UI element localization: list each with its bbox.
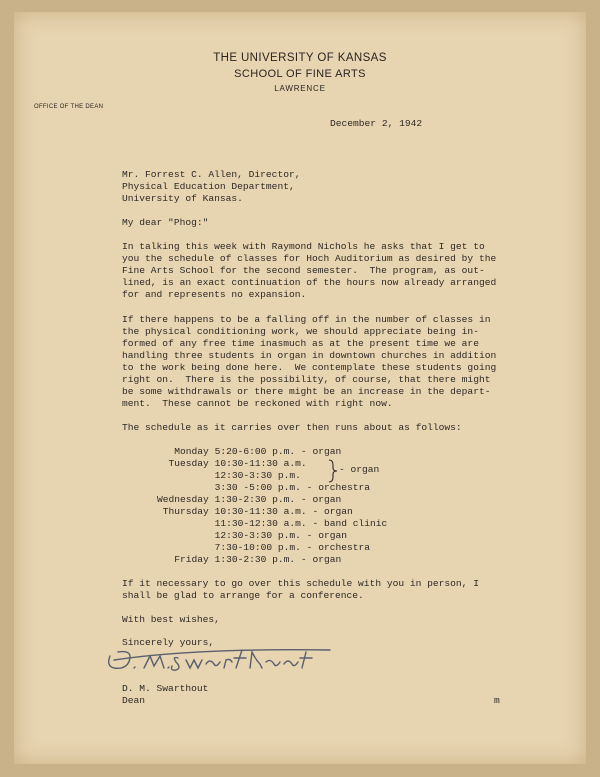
letterhead-university: THE UNIVERSITY OF KANSAS bbox=[213, 52, 387, 64]
schedule-row: 12:30-3:30 p.m. bbox=[157, 470, 301, 481]
letterhead-city: LAWRENCE bbox=[274, 84, 326, 93]
paragraph-line: handling three students in organ in downtown churches in addition bbox=[122, 350, 497, 361]
paragraph-3-line-2: shall be glad to arrange for a conference. bbox=[122, 590, 364, 601]
paragraph-line: If there happens to be a falling off in the number of classes in bbox=[122, 314, 491, 325]
paragraph-line: lined, is an exact continuation of the hours now already arranged bbox=[122, 277, 497, 288]
schedule-brace bbox=[327, 458, 339, 484]
letterhead-school: SCHOOL OF FINE ARTS bbox=[234, 68, 366, 80]
paragraph-line: you the schedule of classes for Hoch Auditorium as desired by the bbox=[122, 253, 497, 264]
schedule-row: Thursday 10:30-11:30 a.m. - organ bbox=[157, 506, 353, 517]
paragraph-line: ment. These cannot be reckoned with right now. bbox=[122, 398, 393, 409]
schedule-row: 7:30-10:00 p.m. - orchestra bbox=[157, 542, 371, 553]
schedule-row: Tuesday 10:30-11:30 a.m. bbox=[157, 458, 307, 469]
paragraph-3-line-1: If it necessary to go over this schedule with you in person, I bbox=[122, 578, 479, 589]
recipient-line-3: University of Kansas. bbox=[122, 193, 243, 204]
schedule-row: 12:30-3:30 p.m. - organ bbox=[157, 530, 347, 541]
letter-page bbox=[14, 12, 586, 764]
recipient-line-2: Physical Education Department, bbox=[122, 181, 295, 192]
recipient-line-1: Mr. Forrest C. Allen, Director, bbox=[122, 169, 301, 180]
paragraph-line: formed of any free time inasmuch as at the present time we are bbox=[122, 338, 479, 349]
paragraph-line: In talking this week with Raymond Nichols he asks that I get to bbox=[122, 241, 485, 252]
signer-name: D. M. Swarthout bbox=[122, 683, 209, 694]
typist-initial: m bbox=[494, 695, 500, 706]
paragraph-line: the physical conditioning work, we should appreciate being in- bbox=[122, 326, 479, 337]
schedule-row: Friday 1:30-2:30 p.m. - organ bbox=[157, 554, 342, 565]
handwritten-signature bbox=[104, 638, 334, 686]
paragraph-line: right on. There is the possibility, of course, that there might bbox=[122, 374, 491, 385]
schedule-row: 3:30 -5:00 p.m. - orchestra bbox=[157, 482, 371, 493]
paragraph-line: Fine Arts School for the second semester. The program, as out- bbox=[122, 265, 485, 276]
closing-sincerely: Sincerely yours, bbox=[122, 637, 215, 648]
schedule-brace-label: - organ bbox=[339, 464, 380, 475]
closing-wishes: With best wishes, bbox=[122, 614, 220, 625]
salutation: My dear "Phog:" bbox=[122, 217, 209, 228]
letter-date: December 2, 1942 bbox=[330, 118, 423, 129]
schedule-row: 11:30-12:30 a.m. - band clinic bbox=[157, 518, 388, 529]
paragraph-line: for and represents no expansion. bbox=[122, 289, 307, 300]
paragraph-line: to the work being done here. We contemplate these students going bbox=[122, 362, 497, 373]
signer-title: Dean bbox=[122, 695, 146, 706]
schedule-row: Wednesday 1:30-2:30 p.m. - organ bbox=[157, 494, 342, 505]
schedule-row: Monday 5:20-6:00 p.m. - organ bbox=[157, 446, 342, 457]
schedule-intro: The schedule as it carries over then runs about as follows: bbox=[122, 422, 462, 433]
letterhead-office: OFFICE OF THE DEAN bbox=[34, 104, 104, 110]
paragraph-line: be some withdrawals or there might be an increase in the depart- bbox=[122, 386, 491, 397]
